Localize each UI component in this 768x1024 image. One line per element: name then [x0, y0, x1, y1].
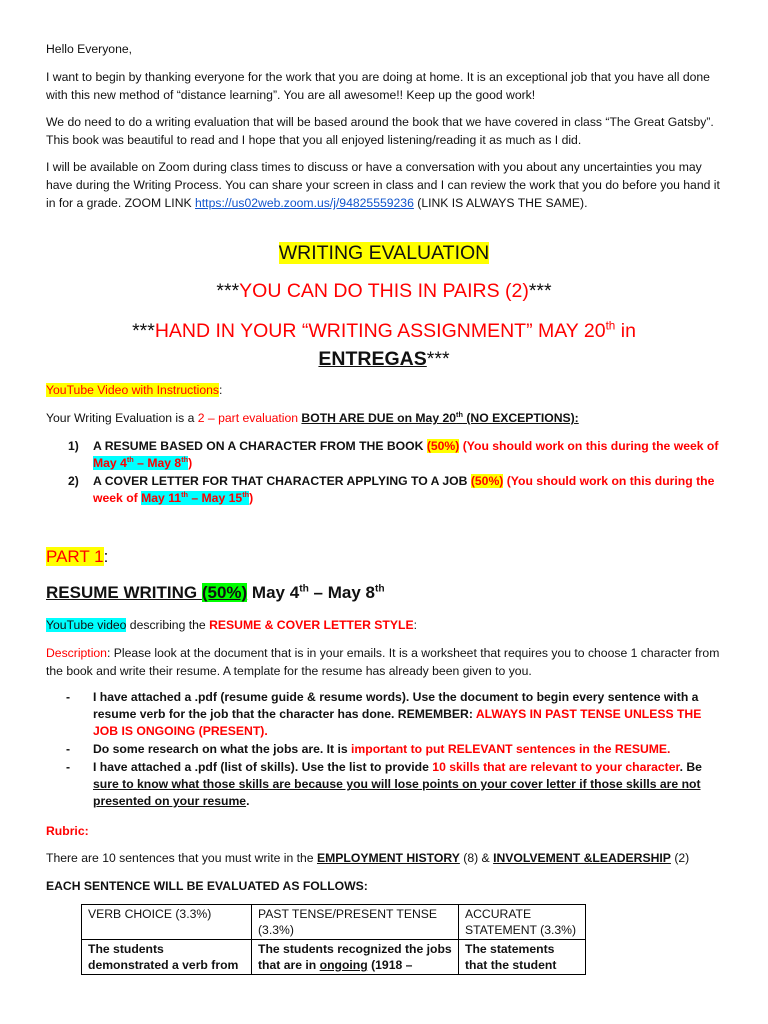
description-paragraph: Description: Please look at the document that is in your emails. It is a worksheet that requires you to choose 1 character from the book and write their resume. A template for the resume has already been given to you.: [46, 646, 720, 678]
table-cell: The students demonstrated a verb from: [82, 940, 252, 975]
table-header-cell: ACCURATE STATEMENT (3.3%): [459, 905, 586, 940]
zoom-paragraph: I will be available on Zoom during class times to discuss or have a conversation with you about any uncertainties you may have during the Writing Process. You can share your screen in class and I can review the work that you do before you hand it in for a grade. ZOOM LINK https://us02web.zoom.us/j/94825559236 (LINK IS ALWAYS THE SAME).: [46, 160, 720, 210]
list-item: 1) A RESUME BASED ON A CHARACTER FROM THE BOOK (50%) (You should work on this during the week of May 4th – May 8th): [68, 439, 719, 470]
table-header-row: [82, 905, 586, 940]
greeting: Hello Everyone,: [46, 42, 133, 56]
table-cell: The statements that the student: [459, 940, 586, 975]
rubric-label: Rubric:: [46, 824, 89, 838]
youtube-instructions-line: YouTube Video with Instructions:: [46, 383, 223, 397]
evaluation-intro: Your Writing Evaluation is a 2 – part evaluation BOTH ARE DUE on May 20th (NO EXCEPTIONS):: [46, 409, 579, 425]
list-item: 2) A COVER LETTER FOR THAT CHARACTER APPLYING TO A JOB (50%) (You should work on this during the week of May 11th – May 15th): [68, 474, 715, 505]
each-sentence-heading: EACH SENTENCE WILL BE EVALUATED AS FOLLOWS:: [46, 879, 368, 893]
youtube-video-link[interactable]: YouTube video: [46, 618, 127, 632]
handin-heading: ***HAND IN YOUR “WRITING ASSIGNMENT” MAY 20th in ENTREGAS***: [132, 319, 636, 370]
pairs-heading: ***YOU CAN DO THIS IN PAIRS (2)***: [216, 280, 552, 302]
part1-heading: PART 1:: [46, 547, 109, 566]
table-header-cell: VERB CHOICE (3.3%): [82, 905, 252, 940]
youtube-video-line: YouTube video describing the RESUME & COVER LETTER STYLE:: [46, 618, 417, 632]
list-item: - Do some research on what the jobs are. It is important to put RELEVANT sentences in the RESUME.: [66, 742, 671, 756]
youtube-instructions-link[interactable]: YouTube Video with Instructions: [46, 383, 219, 397]
table-cell: The students recognized the jobs that are in ongoing (1918 –: [252, 940, 459, 975]
zoom-link[interactable]: https://us02web.zoom.us/j/94825559236: [195, 196, 414, 210]
intro-paragraph: I want to begin by thanking everyone for the work that you are doing at home. It is an exceptional job that you have all done with this new method of “distance learning”. You are all awesome!! Keep up the good work!: [46, 70, 710, 102]
table-row: [82, 940, 586, 975]
resume-heading: RESUME WRITING (50%) May 4th – May 8th: [46, 583, 385, 602]
rubric-table: [81, 904, 586, 975]
table-header-cell: PAST TENSE/PRESENT TENSE (3.3%): [252, 905, 459, 940]
evaluation-paragraph: We do need to do a writing evaluation that will be based around the book that we have covered in class “The Great Gatsby”. This book was beautiful to read and I hope that you all enjoyed listening/reading it as much as I did.: [46, 115, 714, 147]
sentences-paragraph: There are 10 sentences that you must write in the EMPLOYMENT HISTORY (8) & INVOLVEMENT &LEADERSHIP (2): [46, 851, 690, 865]
list-item: - I have attached a .pdf (resume guide & resume words). Use the document to begin every sentence with a resume verb for the job that the character has done. REMEMBER: ALWAYS IN PAST TENSE UNLESS THE JOB IS ONGOING (PRESENT).: [66, 690, 702, 738]
page-title: WRITING EVALUATION: [278, 242, 490, 264]
list-item: - I have attached a .pdf (list of skills). Use the list to provide 10 skills that are relevant to your character. Be sure to know what those skills are because you will lose points on your cover letter if those skills are not presented on your resume.: [66, 760, 702, 808]
